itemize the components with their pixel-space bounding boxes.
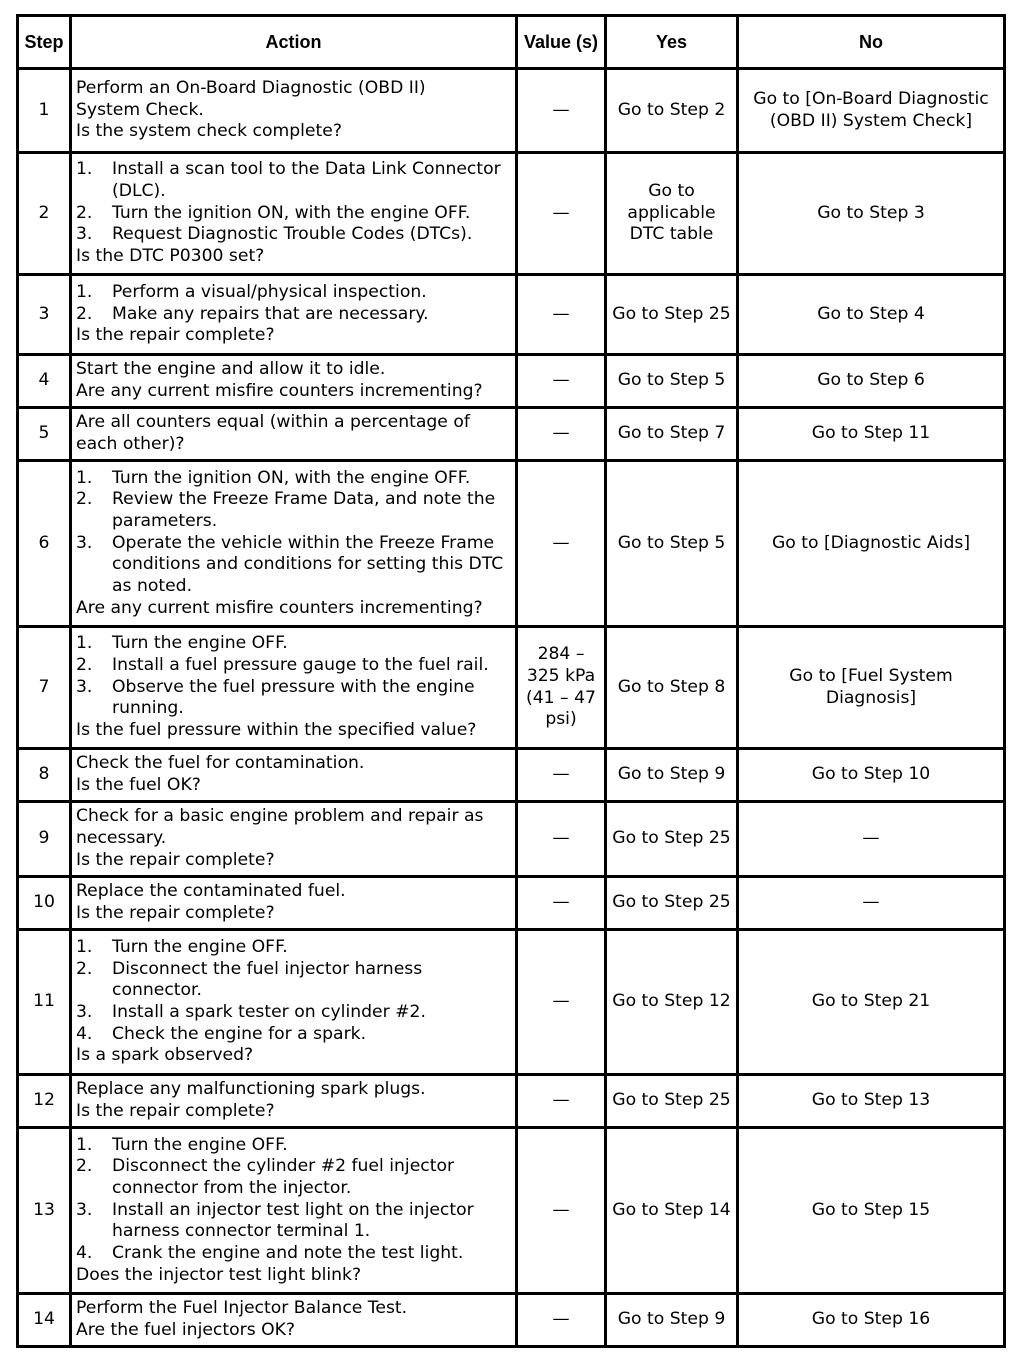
action-step — [76, 304, 511, 326]
action-steps — [76, 282, 511, 325]
action-question: Is the repair complete? — [76, 325, 275, 346]
table-row — [18, 1294, 1005, 1347]
step-number: 8 — [18, 749, 71, 802]
action-step-text: Request Diagnostic Trouble Codes (DTCs). — [112, 224, 473, 245]
yes-cell: Go to Step 9 — [606, 749, 738, 802]
value-cell: — — [517, 69, 606, 153]
value-cell: — — [517, 802, 606, 877]
action-step-text: Install an injector test light on the injector harness connector terminal 1. — [112, 1199, 474, 1242]
action-step-number: 2. — [76, 489, 93, 510]
value-cell: — — [517, 1075, 606, 1128]
action-text: Start the engine and allow it to idle. — [76, 359, 386, 380]
action-step-text: Check the engine for a spark. — [112, 1023, 367, 1044]
no-cell: Go to [Diagnostic Aids] — [738, 461, 1005, 627]
action-step-number: 3. — [76, 532, 93, 553]
action-question: Is the DTC P0300 set? — [76, 246, 265, 267]
table-row — [18, 749, 1005, 802]
yes-cell: Go to Step 2 — [606, 69, 738, 153]
no-cell: Go to [Fuel System Diagnosis] — [738, 627, 1005, 749]
action-cell — [71, 627, 517, 749]
value-cell: — — [517, 1294, 606, 1347]
header-value: Value (s) — [517, 16, 606, 69]
action-question: Does the injector test light blink? — [76, 1264, 362, 1285]
action-step-number: 4. — [76, 1023, 93, 1044]
action-step-number: 4. — [76, 1243, 93, 1264]
yes-cell: Go to Step 25 — [606, 877, 738, 930]
action-cell — [71, 153, 517, 275]
action-step — [76, 533, 511, 598]
table-row — [18, 153, 1005, 275]
action-steps — [76, 1135, 511, 1265]
action-step-number: 1. — [76, 1134, 93, 1155]
action-cell — [71, 69, 517, 153]
table-row — [18, 802, 1005, 877]
no-cell: Go to [On-Board Diagnostic (OBD II) System Check] — [738, 69, 1005, 153]
action-step-text: Turn the ignition ON, with the engine OFF. — [112, 202, 471, 223]
step-number: 7 — [18, 627, 71, 749]
action-question: Is the repair complete? — [76, 903, 275, 923]
yes-cell: Go to Step 5 — [606, 461, 738, 627]
action-step-text: Turn the engine OFF. — [112, 936, 288, 957]
action-step — [76, 224, 511, 246]
no-cell: Go to Step 10 — [738, 749, 1005, 802]
action-step-text: Install a fuel pressure gauge to the fuel rail. — [112, 654, 489, 675]
yes-cell: Go to applicable DTC table — [606, 153, 738, 275]
action-text: Perform an On-Board Diagnostic (OBD II) — [76, 77, 426, 98]
value-cell: — — [517, 930, 606, 1075]
action-step-number: 1. — [76, 467, 93, 488]
value-cell: — — [517, 408, 606, 461]
no-cell: Go to Step 6 — [738, 355, 1005, 408]
action-step-number: 3. — [76, 1199, 93, 1220]
action-step-text: Turn the ignition ON, with the engine OFF. — [112, 467, 471, 488]
action-cell — [71, 930, 517, 1075]
value-cell: — — [517, 1128, 606, 1294]
action-step — [76, 1243, 511, 1265]
header-action: Action — [71, 16, 517, 69]
action-step — [76, 1024, 511, 1046]
header-no: No — [738, 16, 1005, 69]
action-step-text: Operate the vehicle within the Freeze Frame conditions and conditions for setting this DTC as noted. — [112, 532, 504, 597]
step-number: 11 — [18, 930, 71, 1075]
action-question: Are any current misfire counters incrementing? — [76, 597, 483, 618]
action-step-text: Turn the engine OFF. — [112, 1134, 288, 1155]
action-step-text: Disconnect the cylinder #2 fuel injector connector from the injector. — [112, 1156, 455, 1198]
no-cell: Go to Step 11 — [738, 408, 1005, 461]
action-step — [76, 1002, 511, 1024]
no-cell: Go to Step 3 — [738, 153, 1005, 275]
table-row — [18, 930, 1005, 1075]
action-cell — [71, 355, 517, 408]
no-cell: Go to Step 21 — [738, 930, 1005, 1075]
value-cell: — — [517, 275, 606, 355]
action-step-text: Install a scan tool to the Data Link Connector (DLC). — [112, 159, 501, 201]
step-number: 10 — [18, 877, 71, 930]
action-step-number: 2. — [76, 654, 93, 675]
value-cell: — — [517, 153, 606, 275]
action-text: Check the fuel for contamination. — [76, 753, 365, 774]
action-step — [76, 1156, 511, 1199]
yes-cell: Go to Step 7 — [606, 408, 738, 461]
action-step-text: Install a spark tester on cylinder #2. — [112, 1002, 426, 1022]
yes-cell: Go to Step 25 — [606, 1075, 738, 1128]
action-step — [76, 282, 511, 304]
action-step — [76, 489, 511, 532]
action-question: Is the repair complete? — [76, 849, 275, 870]
table-body — [18, 69, 1005, 1347]
action-text: Perform the Fuel Injector Balance Test. — [76, 1298, 408, 1319]
value-cell: — — [517, 749, 606, 802]
header-step: Step — [18, 16, 71, 69]
action-step-number: 3. — [76, 224, 93, 245]
action-question: Are all counters equal (within a percentage of each other)? — [76, 412, 470, 454]
action-text: System Check. — [76, 99, 204, 120]
action-step-number: 2. — [76, 958, 93, 979]
action-step-number: 3. — [76, 1002, 93, 1022]
action-steps — [76, 159, 511, 246]
action-step-number: 1. — [76, 281, 93, 302]
action-step — [76, 655, 511, 677]
action-step-text: Turn the engine OFF. — [112, 633, 288, 654]
no-cell: Go to Step 4 — [738, 275, 1005, 355]
action-cell — [71, 461, 517, 627]
action-question: Is the system check complete? — [76, 121, 342, 142]
no-cell: Go to Step 15 — [738, 1128, 1005, 1294]
yes-cell: Go to Step 8 — [606, 627, 738, 749]
no-cell: Go to Step 13 — [738, 1075, 1005, 1128]
yes-cell: Go to Step 12 — [606, 930, 738, 1075]
action-cell — [71, 408, 517, 461]
action-step-text: Make any repairs that are necessary. — [112, 303, 429, 324]
value-cell: — — [517, 877, 606, 930]
table-row — [18, 408, 1005, 461]
step-number: 9 — [18, 802, 71, 877]
action-text: Check for a basic engine problem and repair as necessary. — [76, 806, 484, 849]
action-step — [76, 203, 511, 225]
action-cell — [71, 1075, 517, 1128]
action-text: Replace the contaminated fuel. — [76, 881, 346, 902]
action-cell — [71, 802, 517, 877]
step-number: 12 — [18, 1075, 71, 1128]
action-step-text: Disconnect the fuel injector harness connector. — [112, 958, 423, 1001]
action-step-number: 3. — [76, 676, 93, 697]
table-row — [18, 877, 1005, 930]
action-text: Replace any malfunctioning spark plugs. — [76, 1079, 426, 1100]
yes-cell: Go to Step 25 — [606, 802, 738, 877]
action-step-number: 2. — [76, 202, 93, 223]
action-step — [76, 677, 511, 720]
table-row — [18, 275, 1005, 355]
action-step — [76, 959, 511, 1002]
action-steps — [76, 633, 511, 720]
action-cell — [71, 749, 517, 802]
action-step — [76, 633, 511, 655]
action-question: Is the repair complete? — [76, 1101, 275, 1121]
action-step-text: Crank the engine and note the test light. — [112, 1243, 464, 1264]
action-steps — [76, 468, 511, 598]
action-step-number: 1. — [76, 159, 93, 180]
step-number: 6 — [18, 461, 71, 627]
action-question: Are the fuel injectors OK? — [76, 1320, 296, 1340]
action-steps — [76, 937, 511, 1046]
header-yes: Yes — [606, 16, 738, 69]
yes-cell: Go to Step 25 — [606, 275, 738, 355]
action-cell — [71, 1294, 517, 1347]
action-cell — [71, 877, 517, 930]
action-step-text: Review the Freeze Frame Data, and note the parameters. — [112, 489, 496, 531]
step-number: 5 — [18, 408, 71, 461]
action-step-text: Observe the fuel pressure with the engine running. — [112, 676, 475, 719]
action-cell — [71, 275, 517, 355]
value-cell: — — [517, 461, 606, 627]
table-row — [18, 1075, 1005, 1128]
action-question: Is a spark observed? — [76, 1045, 254, 1066]
header-row — [18, 16, 1005, 69]
yes-cell: Go to Step 14 — [606, 1128, 738, 1294]
value-cell: — — [517, 355, 606, 408]
action-step-number: 2. — [76, 303, 93, 324]
action-cell — [71, 1128, 517, 1294]
value-cell: 284 – 325 kPa (41 – 47 psi) — [517, 627, 606, 749]
step-number: 4 — [18, 355, 71, 408]
table-row — [18, 461, 1005, 627]
action-step — [76, 468, 511, 490]
no-cell: — — [738, 802, 1005, 877]
yes-cell: Go to Step 9 — [606, 1294, 738, 1347]
no-cell: — — [738, 877, 1005, 930]
step-number: 2 — [18, 153, 71, 275]
action-step-number: 1. — [76, 936, 93, 957]
table-row — [18, 355, 1005, 408]
table-row — [18, 1128, 1005, 1294]
yes-cell: Go to Step 5 — [606, 355, 738, 408]
step-number: 13 — [18, 1128, 71, 1294]
action-question: Are any current misfire counters incrementing? — [76, 381, 483, 401]
action-step — [76, 1200, 511, 1243]
action-step-text: Perform a visual/physical inspection. — [112, 281, 427, 302]
action-step — [76, 159, 511, 202]
action-question: Is the fuel pressure within the specified value? — [76, 720, 477, 741]
action-question: Is the fuel OK? — [76, 775, 201, 795]
table-row — [18, 69, 1005, 153]
no-cell: Go to Step 16 — [738, 1294, 1005, 1347]
action-step — [76, 937, 511, 959]
diagnostic-table — [16, 14, 1006, 1348]
table-row — [18, 627, 1005, 749]
action-step-number: 2. — [76, 1156, 93, 1177]
step-number: 3 — [18, 275, 71, 355]
action-step — [76, 1135, 511, 1157]
step-number: 14 — [18, 1294, 71, 1347]
action-step-number: 1. — [76, 633, 93, 654]
step-number: 1 — [18, 69, 71, 153]
